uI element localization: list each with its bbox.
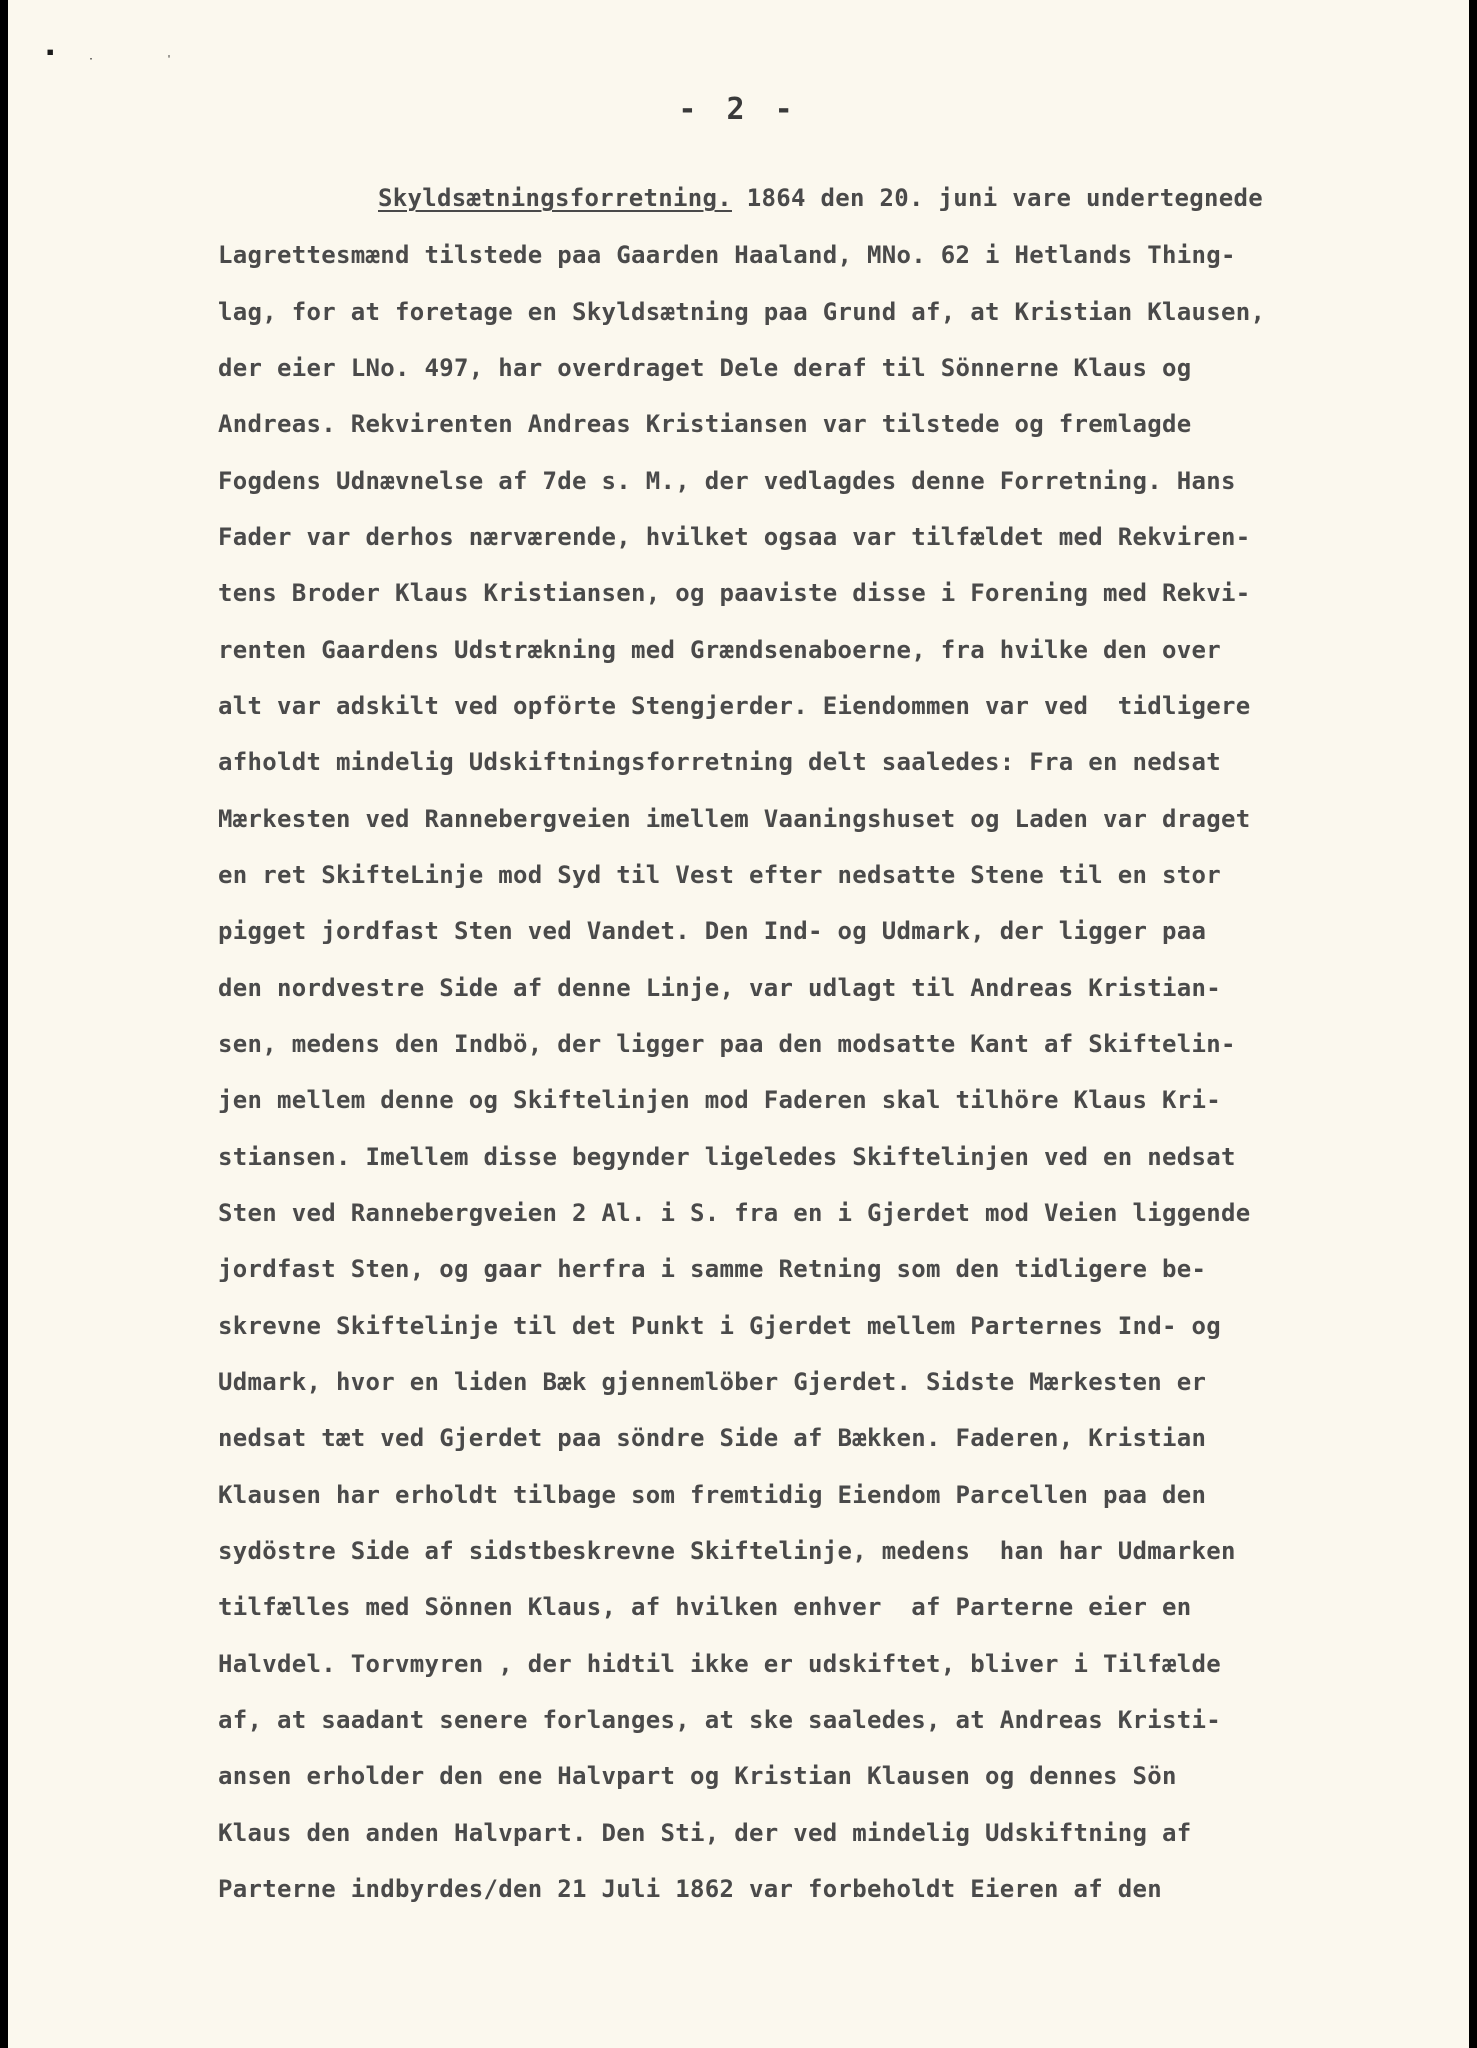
text-line: Klaus den anden Halvpart. Den Sti, der ved mindelig Udskiftning af	[218, 1819, 1192, 1847]
text-line: tens Broder Klaus Kristiansen, og paaviste disse i Forening med Rekvi-	[218, 579, 1251, 607]
text-line-content: 1864 den 20. juni vare undertegnede	[731, 184, 1263, 212]
text-line: Halvdel. Torvmyren , der hidtil ikke er udskiftet, bliver i Tilfælde	[218, 1650, 1221, 1678]
text-line: Mærkesten ved Rannebergveien imellem Vaaningshuset og Laden var draget	[218, 805, 1251, 833]
text-line: af, at saadant senere forlanges, at ske saaledes, at Andreas Kristi-	[218, 1706, 1221, 1734]
text-line: Klausen har erholdt tilbage som fremtidig Eiendom Parcellen paa den	[218, 1481, 1207, 1509]
text-line: jordfast Sten, og gaar herfra i samme Retning som den tidligere be-	[218, 1255, 1207, 1283]
text-line: Sten ved Rannebergveien 2 Al. i S. fra en i Gjerdet mod Veien liggende	[218, 1199, 1251, 1227]
text-line: Udmark, hvor en liden Bæk gjennemlöber Gjerdet. Sidste Mærkesten er	[218, 1368, 1207, 1396]
text-line: alt var adskilt ved opförte Stengjerder. Eiendommen var ved tidligere	[218, 692, 1251, 720]
margin-speck-icon: ·	[88, 54, 95, 65]
page-number: - 2 -	[678, 92, 799, 127]
text-line	[378, 178, 1263, 218]
text-line: Andreas. Rekvirenten Andreas Kristiansen var tilstede og fremlagde	[218, 410, 1192, 438]
text-line: en ret SkifteLinje mod Syd til Vest efter nedsatte Stene til en stor	[218, 861, 1221, 889]
text-line: nedsat tæt ved Gjerdet paa söndre Side af Bækken. Faderen, Kristian	[218, 1424, 1207, 1452]
text-line: renten Gaardens Udstrækning med Grændsenaboerne, fra hvilke den over	[218, 636, 1221, 664]
document-page	[8, 0, 1469, 2048]
text-line: der eier LNo. 497, har overdraget Dele deraf til Sönnerne Klaus og	[218, 354, 1192, 382]
text-line: lag, for at foretage en Skyldsætning paa Grund af, at Kristian Klausen,	[218, 298, 1266, 326]
text-line: den nordvestre Side af denne Linje, var udlagt til Andreas Kristian-	[218, 974, 1221, 1002]
text-line: skrevne Skiftelinje til det Punkt i Gjerdet mellem Parternes Ind- og	[218, 1312, 1221, 1340]
text-line: tilfælles med Sönnen Klaus, af hvilken enhver af Parterne eier en	[218, 1593, 1192, 1621]
text-line: Fogdens Udnævnelse af 7de s. M., der vedlagdes denne Forretning. Hans	[218, 467, 1236, 495]
text-line: stiansen. Imellem disse begynder ligeledes Skiftelinjen ved en nedsat	[218, 1143, 1236, 1171]
text-line: pigget jordfast Sten ved Vandet. Den Ind- og Udmark, der ligger paa	[218, 917, 1207, 945]
margin-speck-icon: '	[166, 54, 173, 65]
text-line: Parterne indbyrdes/den 21 Juli 1862 var forbeholdt Eieren af den	[218, 1875, 1162, 1903]
text-line: Lagrettesmænd tilstede paa Gaarden Haaland, MNo. 62 i Hetlands Thing-	[218, 241, 1236, 269]
margin-speck-icon: ▪	[46, 44, 55, 60]
text-line: sen, medens den Indbö, der ligger paa den modsatte Kant af Skiftelin-	[218, 1030, 1236, 1058]
text-line: jen mellem denne og Skiftelinjen mod Faderen skal tilhöre Klaus Kri-	[218, 1086, 1221, 1114]
text-line: sydöstre Side af sidstbeskrevne Skiftelinje, medens han har Udmarken	[218, 1537, 1236, 1565]
text-line: Fader var derhos nærværende, hvilket ogsaa var tilfældet med Rekviren-	[218, 523, 1251, 551]
text-line: afholdt mindelig Udskiftningsforretning delt saaledes: Fra en nedsat	[218, 748, 1221, 776]
text-line: ansen erholder den ene Halvpart og Kristian Klausen og dennes Sön	[218, 1762, 1177, 1790]
section-heading: Skyldsætningsforretning.	[378, 184, 732, 212]
